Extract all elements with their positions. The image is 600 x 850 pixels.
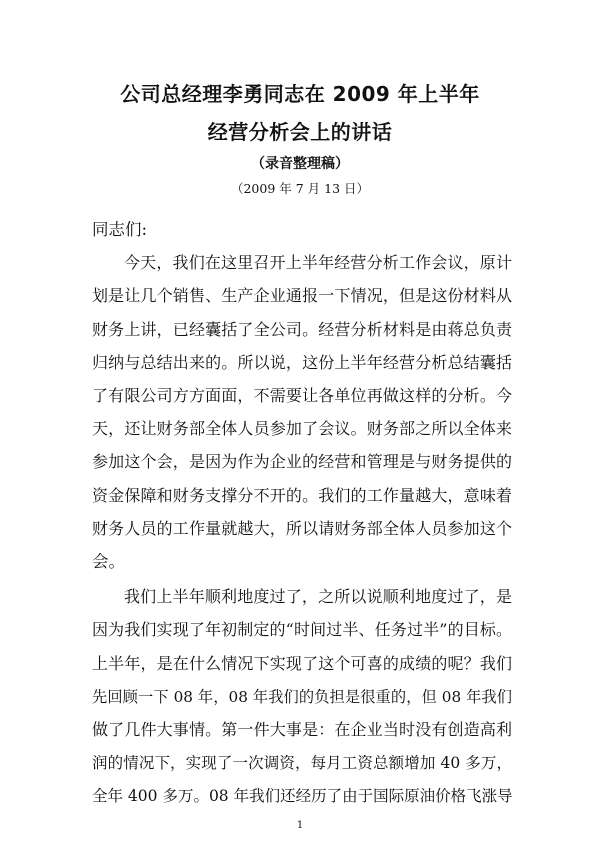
paragraph-2-line: 我们上半年顺利地度过了，之所以说顺利地度过了，是 (124, 587, 512, 607)
document-title-line-1: 公司总经理李勇同志在 2009 年上半年 (120, 82, 480, 106)
paragraph-1-line: 归纳与总结出来的。所以说，这份上半年经营分析总结囊括 (92, 352, 512, 372)
document-title-line-2: 经营分析会上的讲话 (207, 120, 393, 144)
document-date: （2009 年 7 月 13 日） (230, 181, 370, 196)
salutation: 同志们: (92, 220, 148, 239)
paragraph-1-line: 今天，我们在这里召开上半年经营分析工作会议，原计 (124, 253, 512, 273)
paragraph-2-line: 上半年，是在什么情况下实现了这个可喜的成绩的呢？我们 (92, 653, 512, 673)
document-subtitle: （录音整理稿） (251, 156, 349, 172)
paragraph-1-line: 参加这个会，是因为作为企业的经营和管理是与财务提供的 (92, 452, 512, 472)
paragraph-2-line: 全年 400 多万。08 年我们还经历了由于国际原油价格飞涨导 (92, 787, 513, 806)
paragraph-1-line: 资金保障和财务支撑分不开的。我们的工作量越大，意味着 (92, 485, 512, 505)
paragraph-1-line: 了有限公司方方面面，不需要让各单位再做这样的分析。今 (92, 386, 512, 405)
paragraph-1-line: 财务人员的工作量就越大，所以请财务部全体人员参加这个 (92, 518, 512, 538)
paragraph-1-line: 会。 (92, 552, 125, 571)
paragraph-2-line: 润的情况下，实现了一次调资，每月工资总额增加 40 多万， (92, 754, 512, 773)
paragraph-1-line: 天，还让财务部全体人员参加了会议。财务部之所以全体来 (92, 419, 512, 439)
paragraph-2-line: 做了几件大事情。第一件大事是：在企业当时没有创造高利 (92, 720, 512, 739)
paragraph-1-line: 财务上讲，已经囊括了全公司。经营分析材料是由蒋总负责 (92, 319, 512, 339)
paragraph-2-line: 因为我们实现了年初制定的“时间过半、任务过半”的目标。 (92, 620, 512, 640)
paragraph-1-line: 划是让几个销售、生产企业通报一下情况，但是这份材料从 (92, 286, 512, 306)
paragraph-2-line: 先回顾一下 08 年，08 年我们的负担是很重的，但 08 年我们 (92, 687, 512, 706)
page-number: 1 (296, 819, 304, 831)
